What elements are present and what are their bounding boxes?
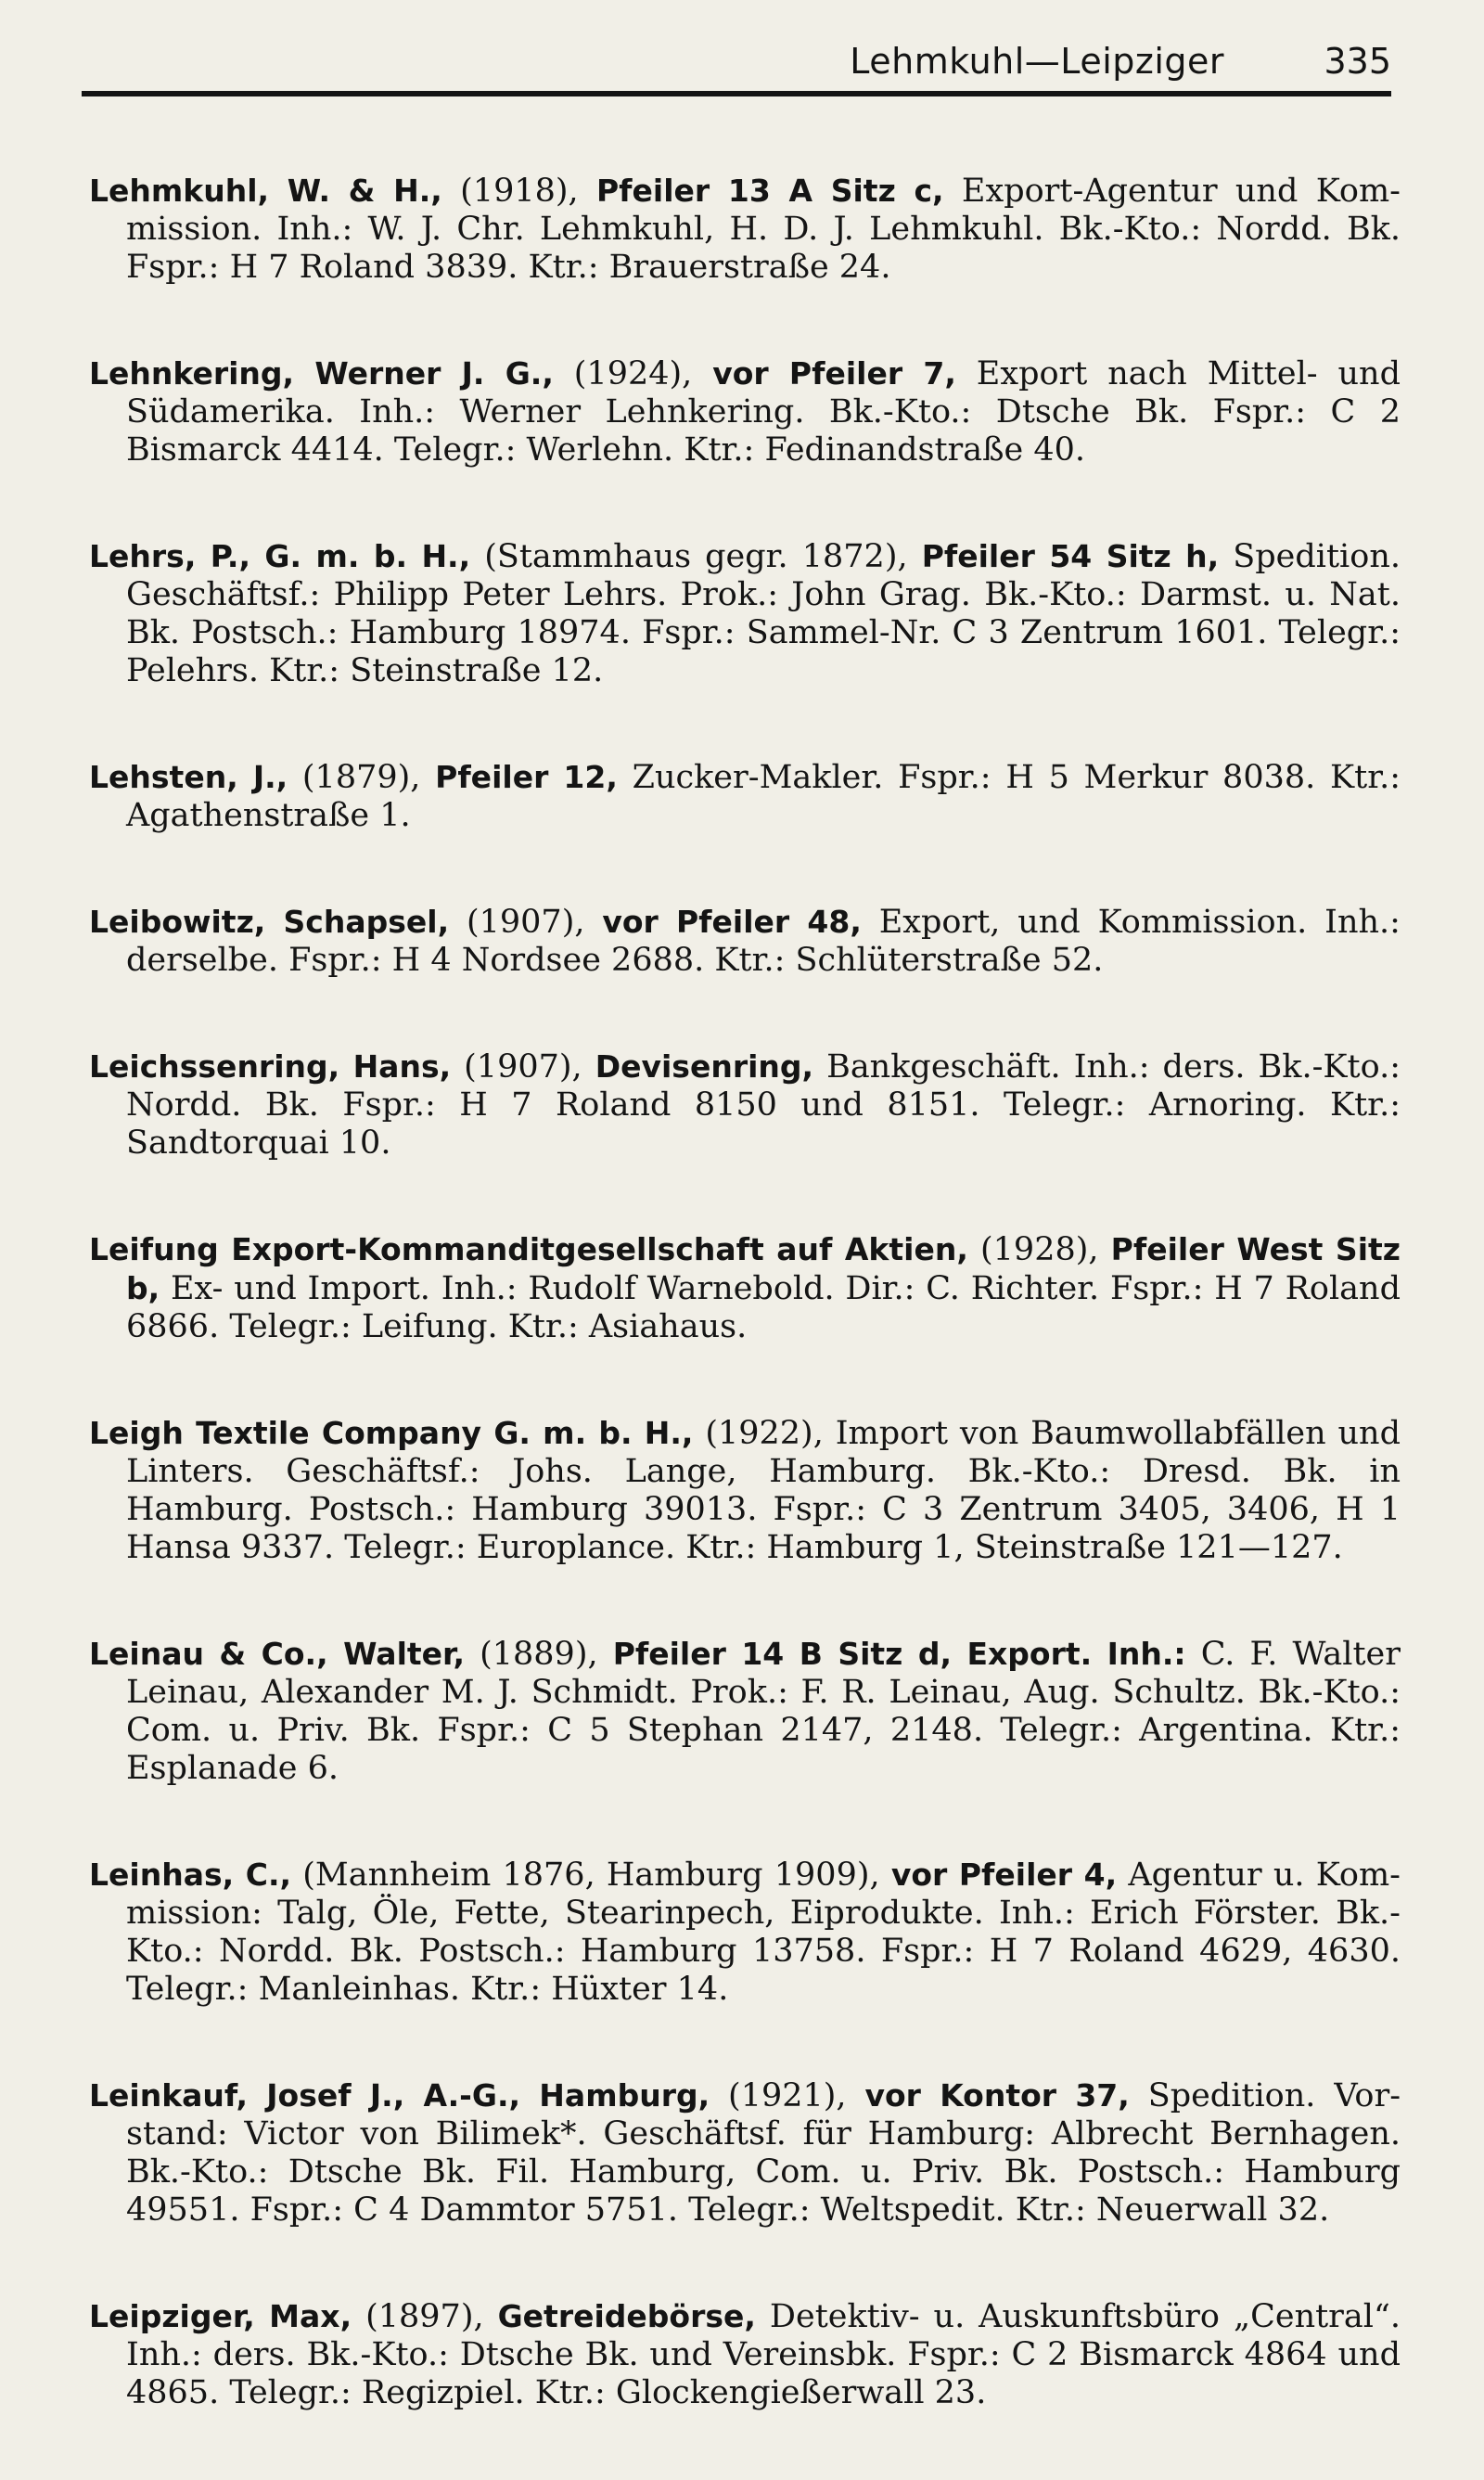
entry-year: (1907), (449, 904, 603, 941)
entry-year: (1879), (288, 759, 436, 796)
entry-location: Pfeiler West Sitz b, (126, 1231, 1401, 1306)
entry-location: vor Pfeiler 4, (890, 1857, 1118, 1893)
directory-entry (89, 537, 1401, 690)
directory-entry (89, 172, 1401, 287)
entry-text: Spedition. Vorstand: Victor von Bilimek*. Geschäftsf. für Hamburg: Albrecht Bernhagen. Bk.-Kto.: Dtsche Bk. Fil. Hamburg, Com. u. Priv. Bk. Postsch.: Hamburg 49551. Fspr.: C 4 Dammtor 5751. Telegr.: Weltspedit. Ktr.: Neuerwall 32. (126, 2077, 1401, 2229)
entry-name: Leinhas, C., (89, 1857, 292, 1893)
entry-location: Pfeiler 54 Sitz h, (921, 538, 1220, 574)
entry-location: Pfeiler 12, (435, 759, 618, 795)
entry-year: (1924), (553, 355, 713, 392)
page-header (82, 33, 1391, 100)
entry-year: (1922), (693, 1415, 836, 1452)
entry-name: Lehnkering, Werner J. G., (89, 355, 554, 392)
directory-entry (89, 1414, 1401, 1567)
directory-entry (89, 1047, 1401, 1163)
entry-name: Leibowitz, Schapsel, (89, 904, 450, 940)
entry-text: Zucker-Makler. Fspr.: H 5 Merkur 8038. Ktr.: Agathenstraße 1. (126, 759, 1401, 834)
entry-year: (Stammhaus gegr. 1872), (470, 538, 922, 575)
entry-location: vor Pfeiler 48, (602, 904, 862, 940)
entry-name: Lehmkuhl, W. & H., (89, 173, 442, 209)
running-title: Lehmkuhl—Leipziger (850, 41, 1224, 82)
entry-year: (Mannheim 1876, Hamburg 1909), (291, 1857, 891, 1894)
entry-year: (1928), (967, 1231, 1111, 1268)
entry-name: Leichssenring, Hans, (89, 1048, 452, 1085)
entry-location: Getreidebörse, (497, 2298, 756, 2334)
entry-name: Leigh Textile Company G. m. b. H., (89, 1415, 694, 1451)
entry-name: Leipziger, Max, (89, 2298, 352, 2334)
directory-entry (89, 1230, 1401, 1346)
entry-year: (1897), (352, 2298, 498, 2335)
entry-location-extra: Export. Inh.: (952, 1636, 1186, 1672)
entry-year: (1907), (451, 1048, 595, 1086)
entry-name: Leinau & Co., Walter, (89, 1636, 465, 1672)
directory-entry (89, 903, 1401, 980)
header-rule (82, 91, 1391, 96)
entry-location: vor Pfeiler 7, (712, 355, 956, 392)
directory-entry (89, 1856, 1401, 2009)
entry-text: Export, und Kommission. Inh.: derselbe. Fspr.: H 4 Nordsee 2688. Ktr.: Schlüterstraße 52. (126, 904, 1401, 979)
entry-text: Agentur u. Kommission: Talg, Öle, Fette, Stearinpech, Eiprodukte. Inh.: Erich Förster. Bk.-Kto.: Nordd. Bk. Postsch.: Hamburg 13758. Fspr.: H 7 Roland 4629, 4630. Telegr.: Manleinhas. Ktr.: Hüxter 14. (126, 1857, 1401, 2008)
entry-text: Bankgeschäft. Inh.: ders. Bk.-Kto.: Nordd. Bk. Fspr.: H 7 Roland 8150 und 8151. Telegr.: Arnoring. Ktr.: Sandtorquai 10. (126, 1048, 1401, 1162)
directory-entry (89, 1635, 1401, 1788)
entry-name: Lehrs, P., G. m. b. H., (89, 538, 471, 574)
entry-year: (1889), (465, 1636, 613, 1673)
directory-entry (89, 2076, 1401, 2229)
entry-text: Ex- und Import. Inh.: Rudolf Warnebold. Dir.: C. Richter. Fspr.: H 7 Roland 6866. Telegr.: Leifung. Ktr.: Asiahaus. (126, 1270, 1401, 1345)
entry-text: Import von Baumwollabfällen und Linters. Geschäftsf.: Johs. Lange, Hamburg. Bk.-Kto.: Dresd. Bk. in Hamburg. Postsch.: Hamburg 39013. Fspr.: C 3 Zentrum 3405, 3406, H 1 Hansa 9337. Telegr.: Europlance. Ktr.: Hamburg 1, Steinstraße 121—127. (126, 1415, 1401, 1566)
entry-name: Leifung Export-Kommanditgesellschaft auf Aktien, (89, 1231, 968, 1267)
entry-year: (1918), (441, 173, 596, 210)
directory-entry (89, 2297, 1401, 2412)
entry-location: Pfeiler 14 B Sitz d, (612, 1636, 952, 1672)
entry-text: Export-Agentur und Kommission. Inh.: W. J. Chr. Lehmkuhl, H. D. J. Lehmkuhl. Bk.-Kto.: Nordd. Bk. Fspr.: H 7 Roland 3839. Ktr.: Brauerstraße 24. (126, 173, 1401, 286)
entry-text: C. F. Walter Leinau, Alexander M. J. Schmidt. Prok.: F. R. Leinau, Aug. Schultz. Bk.-Kto.: Com. u. Priv. Bk. Fspr.: C 5 Stephan 2147, 2148. Telegr.: Argentina. Ktr.: Esplanade 6. (126, 1636, 1401, 1787)
entry-location: Devisenring, (595, 1048, 814, 1085)
entry-text: Detektiv- u. Auskunftsbüro „Central“. Inh.: ders. Bk.-Kto.: Dtsche Bk. und Vereinsbk. Fspr.: C 2 Bismarck 4864 und 4865. Telegr.: Regizpiel. Ktr.: Glockengießerwall 23. (126, 2298, 1401, 2411)
page-number: 335 (1324, 41, 1391, 82)
entry-text: Export nach Mittel- und Südamerika. Inh.: Werner Lehnkering. Bk.-Kto.: Dtsche Bk. Fspr.: C 2 Bismarck 4414. Telegr.: Werlehn. Ktr.: Fedinandstraße 40. (126, 355, 1401, 469)
entry-location: vor Kontor 37, (864, 2077, 1130, 2114)
entry-year: (1921), (710, 2077, 865, 2114)
directory-entry (89, 758, 1401, 835)
entry-name: Leinkauf, Josef J., A.-G., Hamburg, (89, 2077, 710, 2114)
entry-name: Lehsten, J., (89, 759, 288, 795)
entry-text: Spedition. Geschäftsf.: Philipp Peter Lehrs. Prok.: John Grag. Bk.-Kto.: Darmst. u. Nat. Bk. Postsch.: Hamburg 18974. Fspr.: Sammel-Nr. C 3 Zentrum 1601. Telegr.: Pelehrs. Ktr.: Steinstraße 12. (126, 538, 1401, 689)
directory-entry (89, 354, 1401, 469)
directory-entries (89, 139, 1401, 2480)
entry-location: Pfeiler 13 A Sitz c, (596, 173, 944, 209)
